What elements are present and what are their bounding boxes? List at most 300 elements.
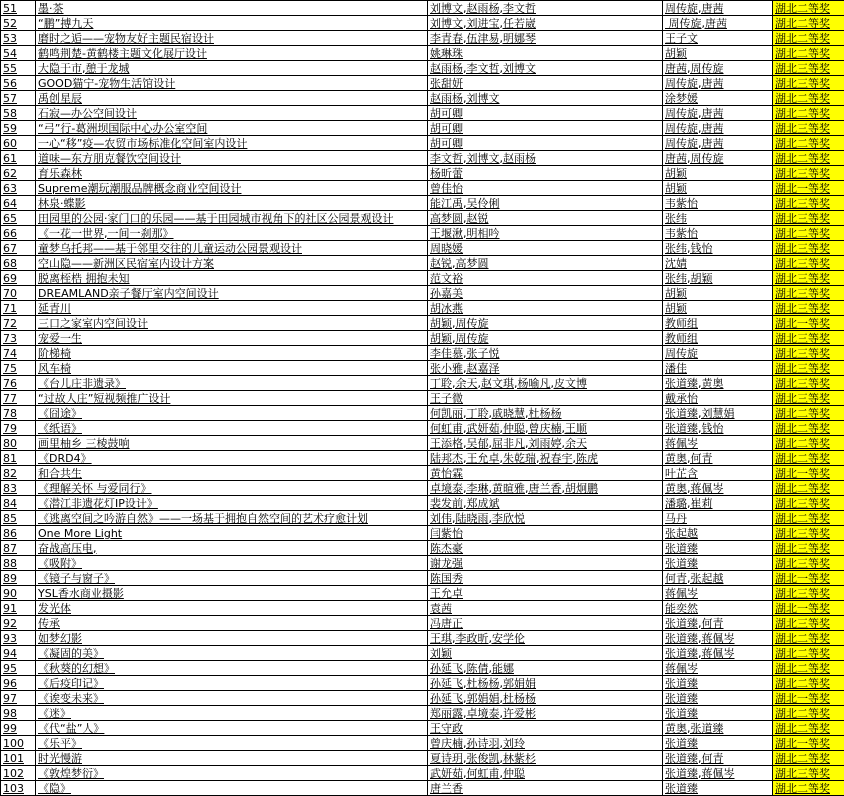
row-number-cell[interactable]: 83 <box>1 481 36 496</box>
title-cell[interactable]: 《敦煌梦衍》 <box>36 766 428 781</box>
row-number-cell[interactable]: 88 <box>1 556 36 571</box>
table-row <box>1 61 844 76</box>
table-row <box>1 256 844 271</box>
advisors-cell[interactable]: 唐茜,周传旋 <box>663 151 773 166</box>
title-cell[interactable]: 《秋葵的幻想》 <box>36 661 428 676</box>
advisors-cell[interactable]: 蒋佩岑 <box>663 661 773 676</box>
advisors-cell[interactable]: 韦紫怡 <box>663 196 773 211</box>
award-cell[interactable]: 湖北三等奖 <box>773 586 844 601</box>
award-cell[interactable]: 湖北一等奖 <box>773 316 844 331</box>
advisors-cell[interactable]: 胡颖 <box>663 46 773 61</box>
advisors-cell[interactable]: 张道臻 <box>663 706 773 721</box>
advisors-cell[interactable]: 张纬 <box>663 211 773 226</box>
award-cell[interactable]: 湖北二等奖 <box>773 751 844 766</box>
authors-cell[interactable]: 胡可卿 <box>428 121 663 136</box>
title-cell[interactable]: 脱离桎梏 拥抱未知 <box>36 271 428 286</box>
award-cell[interactable]: 湖北二等奖 <box>773 661 844 676</box>
authors-cell[interactable]: 能江禹,吴伶俐 <box>428 196 663 211</box>
title-cell[interactable]: 奋战高压电, <box>36 541 428 556</box>
table-row <box>1 571 844 586</box>
row-number-cell[interactable]: 56 <box>1 76 36 91</box>
row-number-cell[interactable]: 96 <box>1 676 36 691</box>
title-cell[interactable]: GOOD猫宁-宠物生活馆设计 <box>36 76 428 91</box>
advisors-cell[interactable]: 周传旋,唐茜 <box>663 136 773 151</box>
title-cell[interactable]: 育乐森林 <box>36 166 428 181</box>
advisors-cell[interactable]: 黄奥,何青 <box>663 451 773 466</box>
table-row <box>1 736 844 751</box>
title-cell[interactable]: 《代“盐”人》 <box>36 721 428 736</box>
title-cell[interactable]: 《潜江非遗花灯IP设计》 <box>36 496 428 511</box>
title-cell[interactable]: 《纸语》 <box>36 421 428 436</box>
award-cell[interactable]: 湖北三等奖 <box>773 211 844 226</box>
award-cell[interactable]: 湖北二等奖 <box>773 421 844 436</box>
award-cell[interactable]: 湖北二等奖 <box>773 106 844 121</box>
award-cell[interactable]: 湖北二等奖 <box>773 631 844 646</box>
table-row <box>1 676 844 691</box>
title-cell[interactable]: “鹏”搏九天 <box>36 16 428 31</box>
table-row <box>1 226 844 241</box>
advisors-cell[interactable]: 张道臻,蒋佩岑 <box>663 766 773 781</box>
table-row <box>1 241 844 256</box>
award-cell[interactable]: 湖北二等奖 <box>773 31 844 46</box>
row-number-cell[interactable]: 61 <box>1 151 36 166</box>
title-cell[interactable]: 一心“移”疫—农贸市场标准化空间室内设计 <box>36 136 428 151</box>
table-row <box>1 136 844 151</box>
title-cell[interactable]: 《后疫印记》 <box>36 676 428 691</box>
table-row <box>1 526 844 541</box>
advisors-cell[interactable]: 张道臻,黄奥 <box>663 376 773 391</box>
authors-cell[interactable]: 刘博文,赵雨杨,李文哲 <box>428 1 663 16</box>
authors-cell[interactable]: 孙延飞,陈倩,能娜 <box>428 661 663 676</box>
table-row <box>1 16 844 31</box>
advisors-cell[interactable]: 戴承怡 <box>663 391 773 406</box>
row-number-cell[interactable]: 94 <box>1 646 36 661</box>
authors-cell[interactable]: 何凯丽,丁聆,戚晓慧,杜杨杨 <box>428 406 663 421</box>
title-cell[interactable]: 《乐平》 <box>36 736 428 751</box>
advisors-cell[interactable]: 张道臻 <box>663 676 773 691</box>
row-number-cell[interactable]: 68 <box>1 256 36 271</box>
advisors-cell[interactable]: 王子文 <box>663 31 773 46</box>
award-cell[interactable]: 湖北三等奖 <box>773 166 844 181</box>
title-cell[interactable]: 发光体 <box>36 601 428 616</box>
authors-cell[interactable]: 张甜妍 <box>428 76 663 91</box>
table-row <box>1 271 844 286</box>
title-cell[interactable]: YSL香水商业摄影 <box>36 586 428 601</box>
authors-cell[interactable]: 刘颖 <box>428 646 663 661</box>
row-number-cell[interactable]: 57 <box>1 91 36 106</box>
row-number-cell[interactable]: 99 <box>1 721 36 736</box>
award-cell[interactable]: 湖北三等奖 <box>773 541 844 556</box>
advisors-cell[interactable]: 潘佳 <box>663 361 773 376</box>
row-number-cell[interactable]: 97 <box>1 691 36 706</box>
title-cell[interactable]: 童梦乌托邦——基于邻里交往的儿童运动公园景观设计 <box>36 241 428 256</box>
row-number-cell[interactable]: 71 <box>1 301 36 316</box>
advisors-cell[interactable]: 蒋佩岑 <box>663 436 773 451</box>
title-cell[interactable]: 石寂—办公空间设计 <box>36 106 428 121</box>
title-cell[interactable]: 鹤鸣荆楚-黄鹤楼主题文化展厅设计 <box>36 46 428 61</box>
award-cell[interactable]: 湖北三等奖 <box>773 496 844 511</box>
award-cell[interactable]: 湖北二等奖 <box>773 511 844 526</box>
row-number-cell[interactable]: 90 <box>1 586 36 601</box>
award-cell[interactable]: 湖北二等奖 <box>773 226 844 241</box>
title-cell[interactable]: “弓”行-葛洲坝国际中心办公室空间 <box>36 121 428 136</box>
row-number-cell[interactable]: 91 <box>1 601 36 616</box>
advisors-cell[interactable]: 张道臻 <box>663 781 773 796</box>
authors-cell[interactable]: 李佳慕,张子悦 <box>428 346 663 361</box>
advisors-cell[interactable]: 张道臻 <box>663 691 773 706</box>
advisors-cell[interactable]: 周传旋,唐茜 <box>663 16 773 31</box>
award-cell[interactable]: 湖北二等奖 <box>773 151 844 166</box>
row-number-cell[interactable]: 80 <box>1 436 36 451</box>
award-cell[interactable]: 湖北三等奖 <box>773 391 844 406</box>
row-number-cell[interactable]: 66 <box>1 226 36 241</box>
advisors-cell[interactable]: 蒋佩岑 <box>663 586 773 601</box>
award-cell[interactable]: 湖北二等奖 <box>773 16 844 31</box>
authors-cell[interactable]: 张小雅,赵嘉泽 <box>428 361 663 376</box>
title-cell[interactable]: DREAMLAND亲子餐厅室内空间设计 <box>36 286 428 301</box>
advisors-cell[interactable]: 涂梦媛 <box>663 91 773 106</box>
advisors-cell[interactable]: 张道臻 <box>663 541 773 556</box>
table-row <box>1 91 844 106</box>
award-cell[interactable]: 湖北二等奖 <box>773 451 844 466</box>
table-row <box>1 421 844 436</box>
table-row <box>1 331 844 346</box>
award-cell[interactable]: 湖北三等奖 <box>773 556 844 571</box>
authors-cell[interactable]: 陈杰豪 <box>428 541 663 556</box>
authors-cell[interactable]: 谢龙强 <box>428 556 663 571</box>
authors-cell[interactable]: 闫紫怡 <box>428 526 663 541</box>
title-cell[interactable]: 延青川 <box>36 301 428 316</box>
row-number-cell[interactable]: 54 <box>1 46 36 61</box>
row-number-cell[interactable]: 74 <box>1 346 36 361</box>
award-cell[interactable]: 湖北三等奖 <box>773 196 844 211</box>
row-number-cell[interactable]: 64 <box>1 196 36 211</box>
table-row <box>1 721 844 736</box>
authors-cell[interactable]: 胡可卿 <box>428 136 663 151</box>
advisors-cell[interactable]: 唐茜,周传旋 <box>663 61 773 76</box>
title-cell[interactable]: 画里柚乡 三棱鼓响 <box>36 436 428 451</box>
award-cell[interactable]: 湖北二等奖 <box>773 481 844 496</box>
table-row <box>1 556 844 571</box>
authors-cell[interactable]: 黄怡霖 <box>428 466 663 481</box>
advisors-cell[interactable]: 周传旋,唐茜 <box>663 106 773 121</box>
award-cell[interactable]: 湖北三等奖 <box>773 346 844 361</box>
title-cell[interactable]: 《逃离空间之吟游自然》——一场基于拥抱自然空间的艺术疗愈计划 <box>36 511 428 526</box>
award-cell[interactable]: 湖北二等奖 <box>773 676 844 691</box>
authors-cell[interactable]: 范文裕 <box>428 271 663 286</box>
title-cell[interactable]: 时光慢游 <box>36 751 428 766</box>
title-cell[interactable]: 道味—东方朋克餐饮空间设计 <box>36 151 428 166</box>
authors-cell[interactable]: 胡可卿 <box>428 106 663 121</box>
table-row <box>1 361 844 376</box>
row-number-cell[interactable]: 51 <box>1 1 36 16</box>
authors-cell[interactable]: 孙嘉美 <box>428 286 663 301</box>
award-cell[interactable]: 湖北三等奖 <box>773 121 844 136</box>
title-cell[interactable]: 田园里的公园·家门口的乐园——基于田园城市视角下的社区公园景观设计 <box>36 211 428 226</box>
advisors-cell[interactable]: 能奕然 <box>663 601 773 616</box>
authors-cell[interactable]: 姚琳珠 <box>428 46 663 61</box>
title-cell[interactable]: 空山隐——新洲区民宿室内设计方案 <box>36 256 428 271</box>
authors-cell[interactable]: 何虹甫,武妍茹,仲聪,曾庆楠,王顺 <box>428 421 663 436</box>
authors-cell[interactable]: 周晓媛 <box>428 241 663 256</box>
row-number-cell[interactable]: 67 <box>1 241 36 256</box>
award-cell[interactable]: 湖北三等奖 <box>773 301 844 316</box>
row-number-cell[interactable]: 103 <box>1 781 36 796</box>
row-number-cell[interactable]: 81 <box>1 451 36 466</box>
advisors-cell[interactable]: 张道臻,蒋佩岑 <box>663 631 773 646</box>
authors-cell[interactable]: 曾庆楠,孙诗羽,刘玲 <box>428 736 663 751</box>
row-number-cell[interactable]: 100 <box>1 736 36 751</box>
advisors-cell[interactable]: 张起越 <box>663 526 773 541</box>
title-cell[interactable]: 阶梯椅 <box>36 346 428 361</box>
table-row <box>1 511 844 526</box>
advisors-cell[interactable]: 何青,张起越 <box>663 571 773 586</box>
authors-cell[interactable]: 卓境泰,李琳,黄暄雅,唐兰香,胡炯鹏 <box>428 481 663 496</box>
award-cell[interactable]: 湖北三等奖 <box>773 271 844 286</box>
authors-cell[interactable]: 唐兰香 <box>428 781 663 796</box>
advisors-cell[interactable]: 张道臻,蒋佩岑 <box>663 646 773 661</box>
table-row <box>1 166 844 181</box>
award-cell[interactable]: 湖北三等奖 <box>773 61 844 76</box>
award-cell[interactable]: 湖北二等奖 <box>773 46 844 61</box>
row-number-cell[interactable]: 101 <box>1 751 36 766</box>
authors-cell[interactable]: 陈国秀 <box>428 571 663 586</box>
advisors-cell[interactable]: 胡颖 <box>663 286 773 301</box>
award-cell[interactable]: 湖北三等奖 <box>773 286 844 301</box>
award-cell[interactable]: 湖北一等奖 <box>773 736 844 751</box>
authors-cell[interactable]: 孙延飞,郭娟娟,杜杨杨 <box>428 691 663 706</box>
award-cell[interactable]: 湖北二等奖 <box>773 136 844 151</box>
table-row <box>1 646 844 661</box>
award-cell[interactable]: 湖北二等奖 <box>773 406 844 421</box>
table-row <box>1 541 844 556</box>
row-number-cell[interactable]: 58 <box>1 106 36 121</box>
authors-cell[interactable]: 孙延飞,杜杨杨,郭娟娟 <box>428 676 663 691</box>
award-cell[interactable]: 湖北三等奖 <box>773 241 844 256</box>
advisors-cell[interactable]: 周传旋,唐茜 <box>663 76 773 91</box>
row-number-cell[interactable]: 84 <box>1 496 36 511</box>
table-row <box>1 316 844 331</box>
authors-cell[interactable]: 王堰湫,明相吟 <box>428 226 663 241</box>
award-cell[interactable]: 湖北二等奖 <box>773 646 844 661</box>
advisors-cell[interactable]: 胡颖 <box>663 181 773 196</box>
table-row <box>1 121 844 136</box>
row-number-cell[interactable]: 92 <box>1 616 36 631</box>
table-row <box>1 391 844 406</box>
table-row <box>1 436 844 451</box>
authors-cell[interactable]: 冯唐正 <box>428 616 663 631</box>
advisors-cell[interactable]: 沈婧 <box>663 256 773 271</box>
title-cell[interactable]: One More Light <box>36 526 428 541</box>
award-cell[interactable]: 湖北三等奖 <box>773 331 844 346</box>
table-row <box>1 31 844 46</box>
row-number-cell[interactable]: 72 <box>1 316 36 331</box>
row-number-cell[interactable]: 75 <box>1 361 36 376</box>
row-number-cell[interactable]: 62 <box>1 166 36 181</box>
authors-cell[interactable]: 高梦圆,赵锐 <box>428 211 663 226</box>
award-cell[interactable]: 湖北二等奖 <box>773 721 844 736</box>
advisors-cell[interactable]: 马丹 <box>663 511 773 526</box>
award-cell[interactable]: 湖北二等奖 <box>773 781 844 796</box>
title-cell[interactable]: 和合共生 <box>36 466 428 481</box>
award-cell[interactable]: 湖北三等奖 <box>773 76 844 91</box>
advisors-cell[interactable]: 张道臻,刘慧娟 <box>663 406 773 421</box>
award-cell[interactable]: 湖北三等奖 <box>773 766 844 781</box>
row-number-cell[interactable]: 69 <box>1 271 36 286</box>
authors-cell[interactable]: 袁茜 <box>428 601 663 616</box>
table-body <box>1 1 844 796</box>
advisors-cell[interactable]: 叶芷含 <box>663 466 773 481</box>
advisors-cell[interactable]: 周传旋 <box>663 346 773 361</box>
row-number-cell[interactable]: 102 <box>1 766 36 781</box>
row-number-cell[interactable]: 79 <box>1 421 36 436</box>
row-number-cell[interactable]: 59 <box>1 121 36 136</box>
title-cell[interactable]: 《囧途》 <box>36 406 428 421</box>
row-number-cell[interactable]: 53 <box>1 31 36 46</box>
award-cell[interactable]: 湖北三等奖 <box>773 526 844 541</box>
title-cell[interactable]: 传承 <box>36 616 428 631</box>
authors-cell[interactable]: 曾佳怡 <box>428 181 663 196</box>
advisors-cell[interactable]: 胡颖 <box>663 301 773 316</box>
table-row <box>1 376 844 391</box>
award-cell[interactable]: 湖北二等奖 <box>773 436 844 451</box>
authors-cell[interactable]: 胡颖,周传旋 <box>428 331 663 346</box>
advisors-cell[interactable]: 张纬,胡颖 <box>663 271 773 286</box>
authors-cell[interactable]: 李文哲,刘博文,赵雨杨 <box>428 151 663 166</box>
award-cell[interactable]: 湖北二等奖 <box>773 706 844 721</box>
title-cell[interactable]: 磨时之逅——宠物友好主题民宿设计 <box>36 31 428 46</box>
title-cell[interactable]: 《一花一世界,一间一刹那》 <box>36 226 428 241</box>
authors-cell[interactable]: 裴发前,郑成斌 <box>428 496 663 511</box>
advisors-cell[interactable]: 黄奥,蒋佩岑 <box>663 481 773 496</box>
advisors-cell[interactable]: 胡颖 <box>663 166 773 181</box>
authors-cell[interactable]: 胡冰燕 <box>428 301 663 316</box>
authors-cell[interactable]: 赵雨杨,李文哲,刘博文 <box>428 61 663 76</box>
row-number-cell[interactable]: 63 <box>1 181 36 196</box>
authors-cell[interactable]: 杨昕蕾 <box>428 166 663 181</box>
advisors-cell[interactable]: 教师组 <box>663 331 773 346</box>
award-cell[interactable]: 湖北三等奖 <box>773 256 844 271</box>
table-row <box>1 466 844 481</box>
title-cell[interactable]: 《诶变未来》 <box>36 691 428 706</box>
advisors-cell[interactable]: 张道臻,钱怡 <box>663 421 773 436</box>
authors-cell[interactable]: 赵雨杨,刘博文 <box>428 91 663 106</box>
advisors-cell[interactable]: 张道臻,何青 <box>663 751 773 766</box>
authors-cell[interactable]: 夏诗玥,张俊凯,林紫杉 <box>428 751 663 766</box>
authors-cell[interactable]: 王允卓 <box>428 586 663 601</box>
award-cell[interactable]: 湖北一等奖 <box>773 691 844 706</box>
authors-cell[interactable]: 武妍茹,何虹甫,仲聪 <box>428 766 663 781</box>
row-number-cell[interactable]: 65 <box>1 211 36 226</box>
table-row <box>1 661 844 676</box>
title-cell[interactable]: 三口之家室内空间设计 <box>36 316 428 331</box>
row-number-cell[interactable]: 98 <box>1 706 36 721</box>
row-number-cell[interactable]: 85 <box>1 511 36 526</box>
title-cell[interactable]: 林泉·蝶影 <box>36 196 428 211</box>
award-cell[interactable]: 湖北三等奖 <box>773 616 844 631</box>
row-number-cell[interactable]: 86 <box>1 526 36 541</box>
row-number-cell[interactable]: 87 <box>1 541 36 556</box>
row-number-cell[interactable]: 76 <box>1 376 36 391</box>
advisors-cell[interactable]: 周传旋,唐茜 <box>663 1 773 16</box>
title-cell[interactable]: 《理解关怀 与爱同行》 <box>36 481 428 496</box>
authors-cell[interactable]: 王添格,吴郁,屈非凡,刘雨婷,余天 <box>428 436 663 451</box>
advisors-cell[interactable]: 张道臻 <box>663 556 773 571</box>
title-cell[interactable]: 《镜子与窗子》 <box>36 571 428 586</box>
advisors-cell[interactable]: 教师组 <box>663 316 773 331</box>
title-cell[interactable]: 《吸附》 <box>36 556 428 571</box>
authors-cell[interactable]: 郑丽露,卓境泰,许爱彬 <box>428 706 663 721</box>
title-cell[interactable]: 《DRD4》 <box>36 451 428 466</box>
advisors-cell[interactable]: 张道臻 <box>663 736 773 751</box>
authors-cell[interactable]: 胡颖,周传旋 <box>428 316 663 331</box>
title-cell[interactable]: 大隐于市,憩于龙城 <box>36 61 428 76</box>
award-cell[interactable]: 湖北一等奖 <box>773 571 844 586</box>
row-number-cell[interactable]: 77 <box>1 391 36 406</box>
authors-cell[interactable]: 赵锐,高梦圆 <box>428 256 663 271</box>
row-number-cell[interactable]: 78 <box>1 406 36 421</box>
advisors-cell[interactable]: 周传旋,唐茜 <box>663 121 773 136</box>
title-cell[interactable]: 如梦幻影 <box>36 631 428 646</box>
advisors-cell[interactable]: 张纬,钱怡 <box>663 241 773 256</box>
row-number-cell[interactable]: 70 <box>1 286 36 301</box>
award-cell[interactable]: 湖北三等奖 <box>773 376 844 391</box>
title-cell[interactable]: 风车椅 <box>36 361 428 376</box>
advisors-cell[interactable]: 黄奥,张道臻 <box>663 721 773 736</box>
advisors-cell[interactable]: 潘璐,崔莉 <box>663 496 773 511</box>
title-cell[interactable]: 禹创星辰 <box>36 91 428 106</box>
authors-cell[interactable]: 丁聆,余天,赵文琪,杨喻凡,皮文博 <box>428 376 663 391</box>
title-cell[interactable]: 《迷》 <box>36 706 428 721</box>
award-cell[interactable]: 湖北一等奖 <box>773 466 844 481</box>
row-number-cell[interactable]: 82 <box>1 466 36 481</box>
row-number-cell[interactable]: 52 <box>1 16 36 31</box>
authors-cell[interactable]: 王琪,李政昕,安学伦 <box>428 631 663 646</box>
title-cell[interactable]: “过故人庄”短视频推广设计 <box>36 391 428 406</box>
advisors-cell[interactable]: 韦紫怡 <box>663 226 773 241</box>
title-cell[interactable]: 墨·茶 <box>36 1 428 16</box>
title-cell[interactable]: 《台儿庄非遗录》 <box>36 376 428 391</box>
title-cell[interactable]: 《隐》 <box>36 781 428 796</box>
row-number-cell[interactable]: 93 <box>1 631 36 646</box>
table-row <box>1 346 844 361</box>
authors-cell[interactable]: 刘博文,刘进宝,任若崴 <box>428 16 663 31</box>
award-cell[interactable]: 湖北一等奖 <box>773 601 844 616</box>
award-cell[interactable]: 湖北二等奖 <box>773 91 844 106</box>
title-cell[interactable]: Supreme潮玩潮服品牌概念商业空间设计 <box>36 181 428 196</box>
authors-cell[interactable]: 陆邦杰,王允卓,朱乾瑞,祝春宇,陈虎 <box>428 451 663 466</box>
table-row <box>1 211 844 226</box>
authors-cell[interactable]: 王守政 <box>428 721 663 736</box>
row-number-cell[interactable]: 95 <box>1 661 36 676</box>
row-number-cell[interactable]: 60 <box>1 136 36 151</box>
row-number-cell[interactable]: 89 <box>1 571 36 586</box>
table-row <box>1 151 844 166</box>
title-cell[interactable]: 《凝固的美》 <box>36 646 428 661</box>
advisors-cell[interactable]: 张道臻,何青 <box>663 616 773 631</box>
award-cell[interactable]: 湖北三等奖 <box>773 361 844 376</box>
authors-cell[interactable]: 刘伟,陆晓雨,李欣悦 <box>428 511 663 526</box>
award-cell[interactable]: 湖北二等奖 <box>773 1 844 16</box>
row-number-cell[interactable]: 55 <box>1 61 36 76</box>
row-number-cell[interactable]: 73 <box>1 331 36 346</box>
title-cell[interactable]: 宠爱一生 <box>36 331 428 346</box>
authors-cell[interactable]: 李青春,伍津易,明娜琴 <box>428 31 663 46</box>
table-row <box>1 706 844 721</box>
award-cell[interactable]: 湖北一等奖 <box>773 181 844 196</box>
authors-cell[interactable]: 王子微 <box>428 391 663 406</box>
table-row <box>1 406 844 421</box>
